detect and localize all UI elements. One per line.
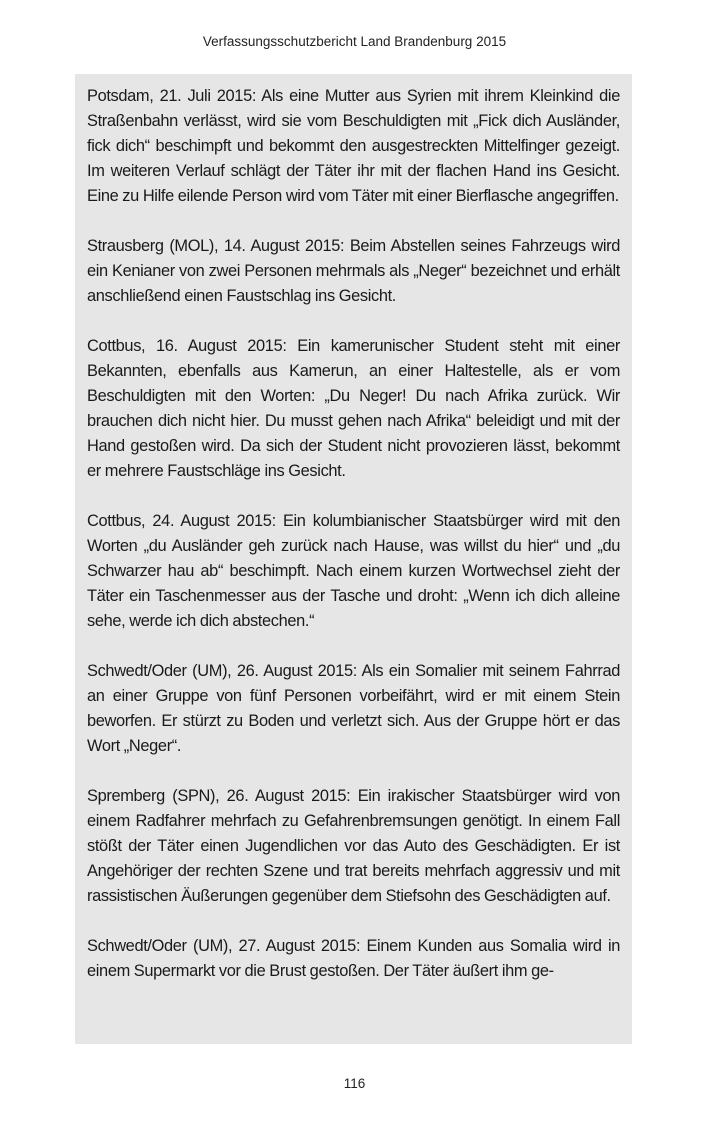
incident-entry-potsdam-21-july: Potsdam, 21. Juli 2015: Als eine Mutter aus Syrien mit ihrem Kleinkind die Straßenbahn verlässt, wird sie vom Beschuldigten mit „Fick dich Ausländer, fick dich“ beschimpft und bekommt den ausgestreckten Mittelfinger gezeigt. Im weiteren Verlauf schlägt der Täter ihr mit der flachen Hand ins Gesicht. Eine zu Hilfe eilende Person wird vom Täter mit einer Bierflasche angegriffen. (87, 87, 620, 205)
running-header: Verfassungsschutzbericht Land Brandenburg 2015 (202, 34, 507, 49)
page-number: 116 (343, 1076, 366, 1091)
incident-entry-spremberg-26-august: Spremberg (SPN), 26. August 2015: Ein irakischer Staatsbürger wird von einem Radfahrer mehrfach zu Gefahrenbremsungen genötigt. In einem Fall stößt der Täter einen Jugendlichen vor das Auto des Geschädigten. Er ist Angehöriger der rechten Szene und trat bereits mehrfach aggressiv und mit rassistischen Äußerungen gegenüber dem Stiefsohn des Geschädigten auf. (87, 787, 620, 905)
incident-entry-schwedt-27-august: Schwedt/Oder (UM), 27. August 2015: Einem Kunden aus Somalia wird in einem Supermarkt vor die Brust gestoßen. Der Täter äußert ihm ge- (87, 937, 620, 980)
incident-entry-cottbus-24-august: Cottbus, 24. August 2015: Ein kolumbianischer Staatsbürger wird mit den Worten „du Ausländer geh zurück nach Hause, was willst du hier“ und „du Schwarzer hau ab“ beschimpft. Nach einem kurzen Wortwechsel zieht der Täter ein Taschenmesser aus der Tasche und droht: „Wenn ich dich alleine sehe, werde ich dich abstechen.“ (87, 512, 620, 630)
incident-entry-strausberg-14-august: Strausberg (MOL), 14. August 2015: Beim Abstellen seines Fahrzeugs wird ein Kenianer von zwei Personen mehrmals als „Neger“ bezeichnet und erhält anschließend einen Faustschlag ins Gesicht. (87, 237, 620, 305)
incident-entry-cottbus-16-august: Cottbus, 16. August 2015: Ein kamerunischer Student steht mit einer Bekannten, ebenfalls aus Kamerun, an einer Haltestelle, als er vom Beschuldigten mit den Worten: „Du Neger! Du nach Afrika zurück. Wir brauchen dich nicht hier. Du musst gehen nach Afrika“ beleidigt und mit der Hand gestoßen wird. Da sich der Student nicht provozieren lässt, bekommt er mehrere Faustschläge ins Gesicht. (87, 337, 620, 480)
incident-entry-schwedt-26-august: Schwedt/Oder (UM), 26. August 2015: Als ein Somalier mit seinem Fahrrad an einer Gruppe von fünf Personen vorbeifährt, wird er mit einem Stein beworfen. Er stürzt zu Boden und verletzt sich. Aus der Gruppe hört er das Wort „Neger“. (87, 662, 620, 755)
incident-list-box (75, 74, 632, 1044)
